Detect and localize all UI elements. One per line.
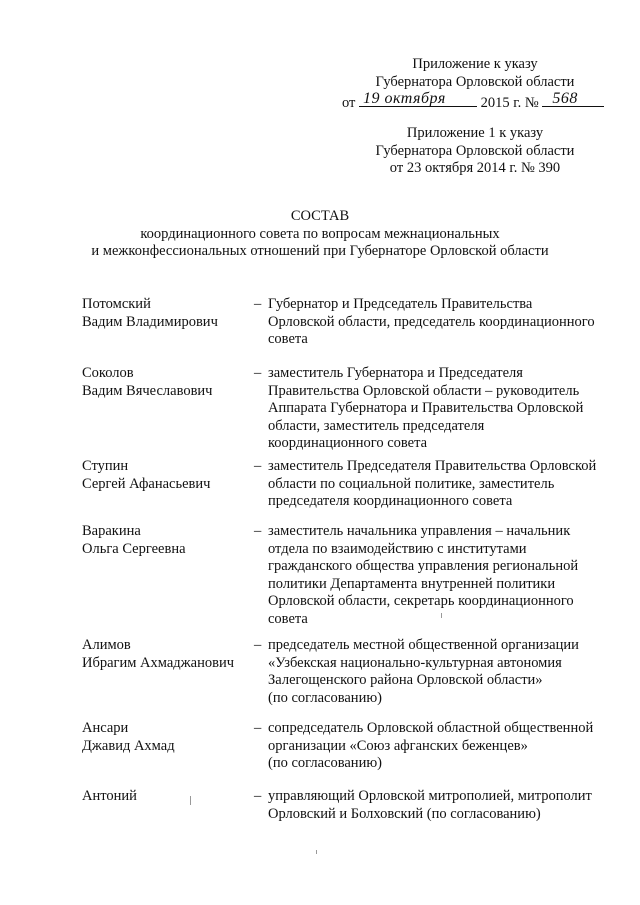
scan-speck	[316, 850, 317, 854]
role-line: заместитель Председателя Правительства Орловской	[268, 458, 597, 474]
dash-separator: –	[254, 720, 262, 736]
member-given-names: Вадим Вячеславович	[82, 382, 213, 399]
member-given-names: Вадим Владимирович	[82, 313, 218, 330]
role-line: гражданского общества управления региональной	[268, 558, 579, 574]
role-line: области, заместитель председателя	[268, 417, 485, 434]
member-given-names: Джавид Ахмад	[82, 737, 175, 754]
date-prefix: от	[342, 95, 356, 111]
role-line: Залегощенского района Орловской области»	[268, 672, 543, 688]
title-heading: СОСТАВ	[290, 208, 350, 224]
member-role	[268, 637, 618, 707]
dash-separator: –	[254, 365, 262, 381]
role-line: Правительства Орловской области – руководитель	[268, 382, 580, 399]
scan-speck	[190, 796, 191, 805]
member-given-names: Сергей Афанасьевич	[82, 475, 211, 492]
current-appendix-header	[330, 56, 620, 113]
member-role	[268, 720, 618, 773]
dash-separator: –	[254, 637, 262, 653]
member-name	[82, 637, 252, 672]
role-line: отдела по взаимодействию с институтами	[268, 540, 527, 557]
date-underline	[359, 91, 477, 107]
member-surname: Антоний	[82, 788, 137, 804]
member-given-names: Ибрагим Ахмаджанович	[82, 654, 235, 671]
member-role	[268, 788, 618, 823]
member-surname: Варакина	[82, 523, 141, 539]
member-name	[82, 458, 252, 493]
role-line: Губернатор и Председатель Правительства	[268, 296, 533, 312]
member-name	[82, 523, 252, 558]
member-name	[82, 720, 252, 755]
role-line: совета	[268, 610, 308, 627]
handwritten-number: 568	[552, 89, 578, 107]
dash-separator: –	[254, 523, 262, 539]
appendix-line: от 23 октября 2014 г. № 390	[389, 160, 561, 176]
role-line: координационного совета	[268, 435, 428, 451]
document-title	[40, 208, 600, 261]
role-line: заместитель Губернатора и Председателя	[268, 365, 523, 381]
role-line: Орловский и Болховский (по согласованию)	[268, 805, 541, 822]
role-line: председатель местной общественной организации	[268, 637, 579, 653]
previous-appendix-header	[330, 125, 620, 178]
member-name	[82, 296, 252, 331]
scan-speck	[441, 613, 442, 618]
role-line: совета	[268, 331, 308, 347]
title-line: координационного совета по вопросам межнациональных	[140, 225, 500, 242]
member-role	[268, 458, 618, 511]
member-given-names: Ольга Сергеевна	[82, 540, 186, 557]
dash-separator: –	[254, 458, 262, 474]
year-number-label: 2015 г. №	[480, 95, 539, 111]
member-surname: Соколов	[82, 365, 134, 381]
member-surname: Ступин	[82, 458, 129, 474]
member-surname: Потомский	[82, 296, 151, 312]
appendix-line: Приложение 1 к указу	[406, 125, 544, 141]
role-line: Орловской области, секретарь координационного	[268, 593, 574, 609]
member-name	[82, 365, 252, 400]
role-line: области по социальной политике, заместитель	[268, 475, 555, 492]
role-line: сопредседатель Орловской областной общественной	[268, 720, 594, 736]
role-line: (по согласованию)	[268, 755, 382, 771]
member-role	[268, 365, 618, 453]
appendix-line: Приложение к указу	[412, 56, 538, 72]
role-line: управляющий Орловской митрополией, митрополит	[268, 788, 592, 804]
member-surname: Ансари	[82, 720, 129, 736]
member-role	[268, 296, 618, 349]
appendix-line: Губернатора Орловской области	[375, 73, 575, 90]
number-underline	[542, 91, 604, 107]
role-line: Аппарата Губернатора и Правительства Орловской	[268, 400, 584, 416]
role-line: политики Департамента внутренней политики	[268, 575, 556, 592]
handwritten-date: 19 октября	[363, 89, 446, 107]
role-line: Орловской области, председатель координационного	[268, 313, 595, 330]
member-name	[82, 788, 252, 806]
appendix-date-line	[330, 91, 620, 113]
role-line: председателя координационного совета	[268, 493, 513, 509]
role-line: «Узбекская национально-культурная автономия	[268, 654, 562, 671]
appendix-line: Губернатора Орловской области	[375, 142, 575, 159]
role-line: заместитель начальника управления – начальник	[268, 523, 571, 539]
role-line: организации «Союз афганских беженцев»	[268, 737, 528, 754]
member-surname: Алимов	[82, 637, 131, 653]
dash-separator: –	[254, 788, 262, 804]
dash-separator: –	[254, 296, 262, 312]
member-role	[268, 523, 618, 628]
title-line: и межконфессиональных отношений при Губернаторе Орловской области	[91, 243, 549, 259]
role-line: (по согласованию)	[268, 689, 382, 706]
